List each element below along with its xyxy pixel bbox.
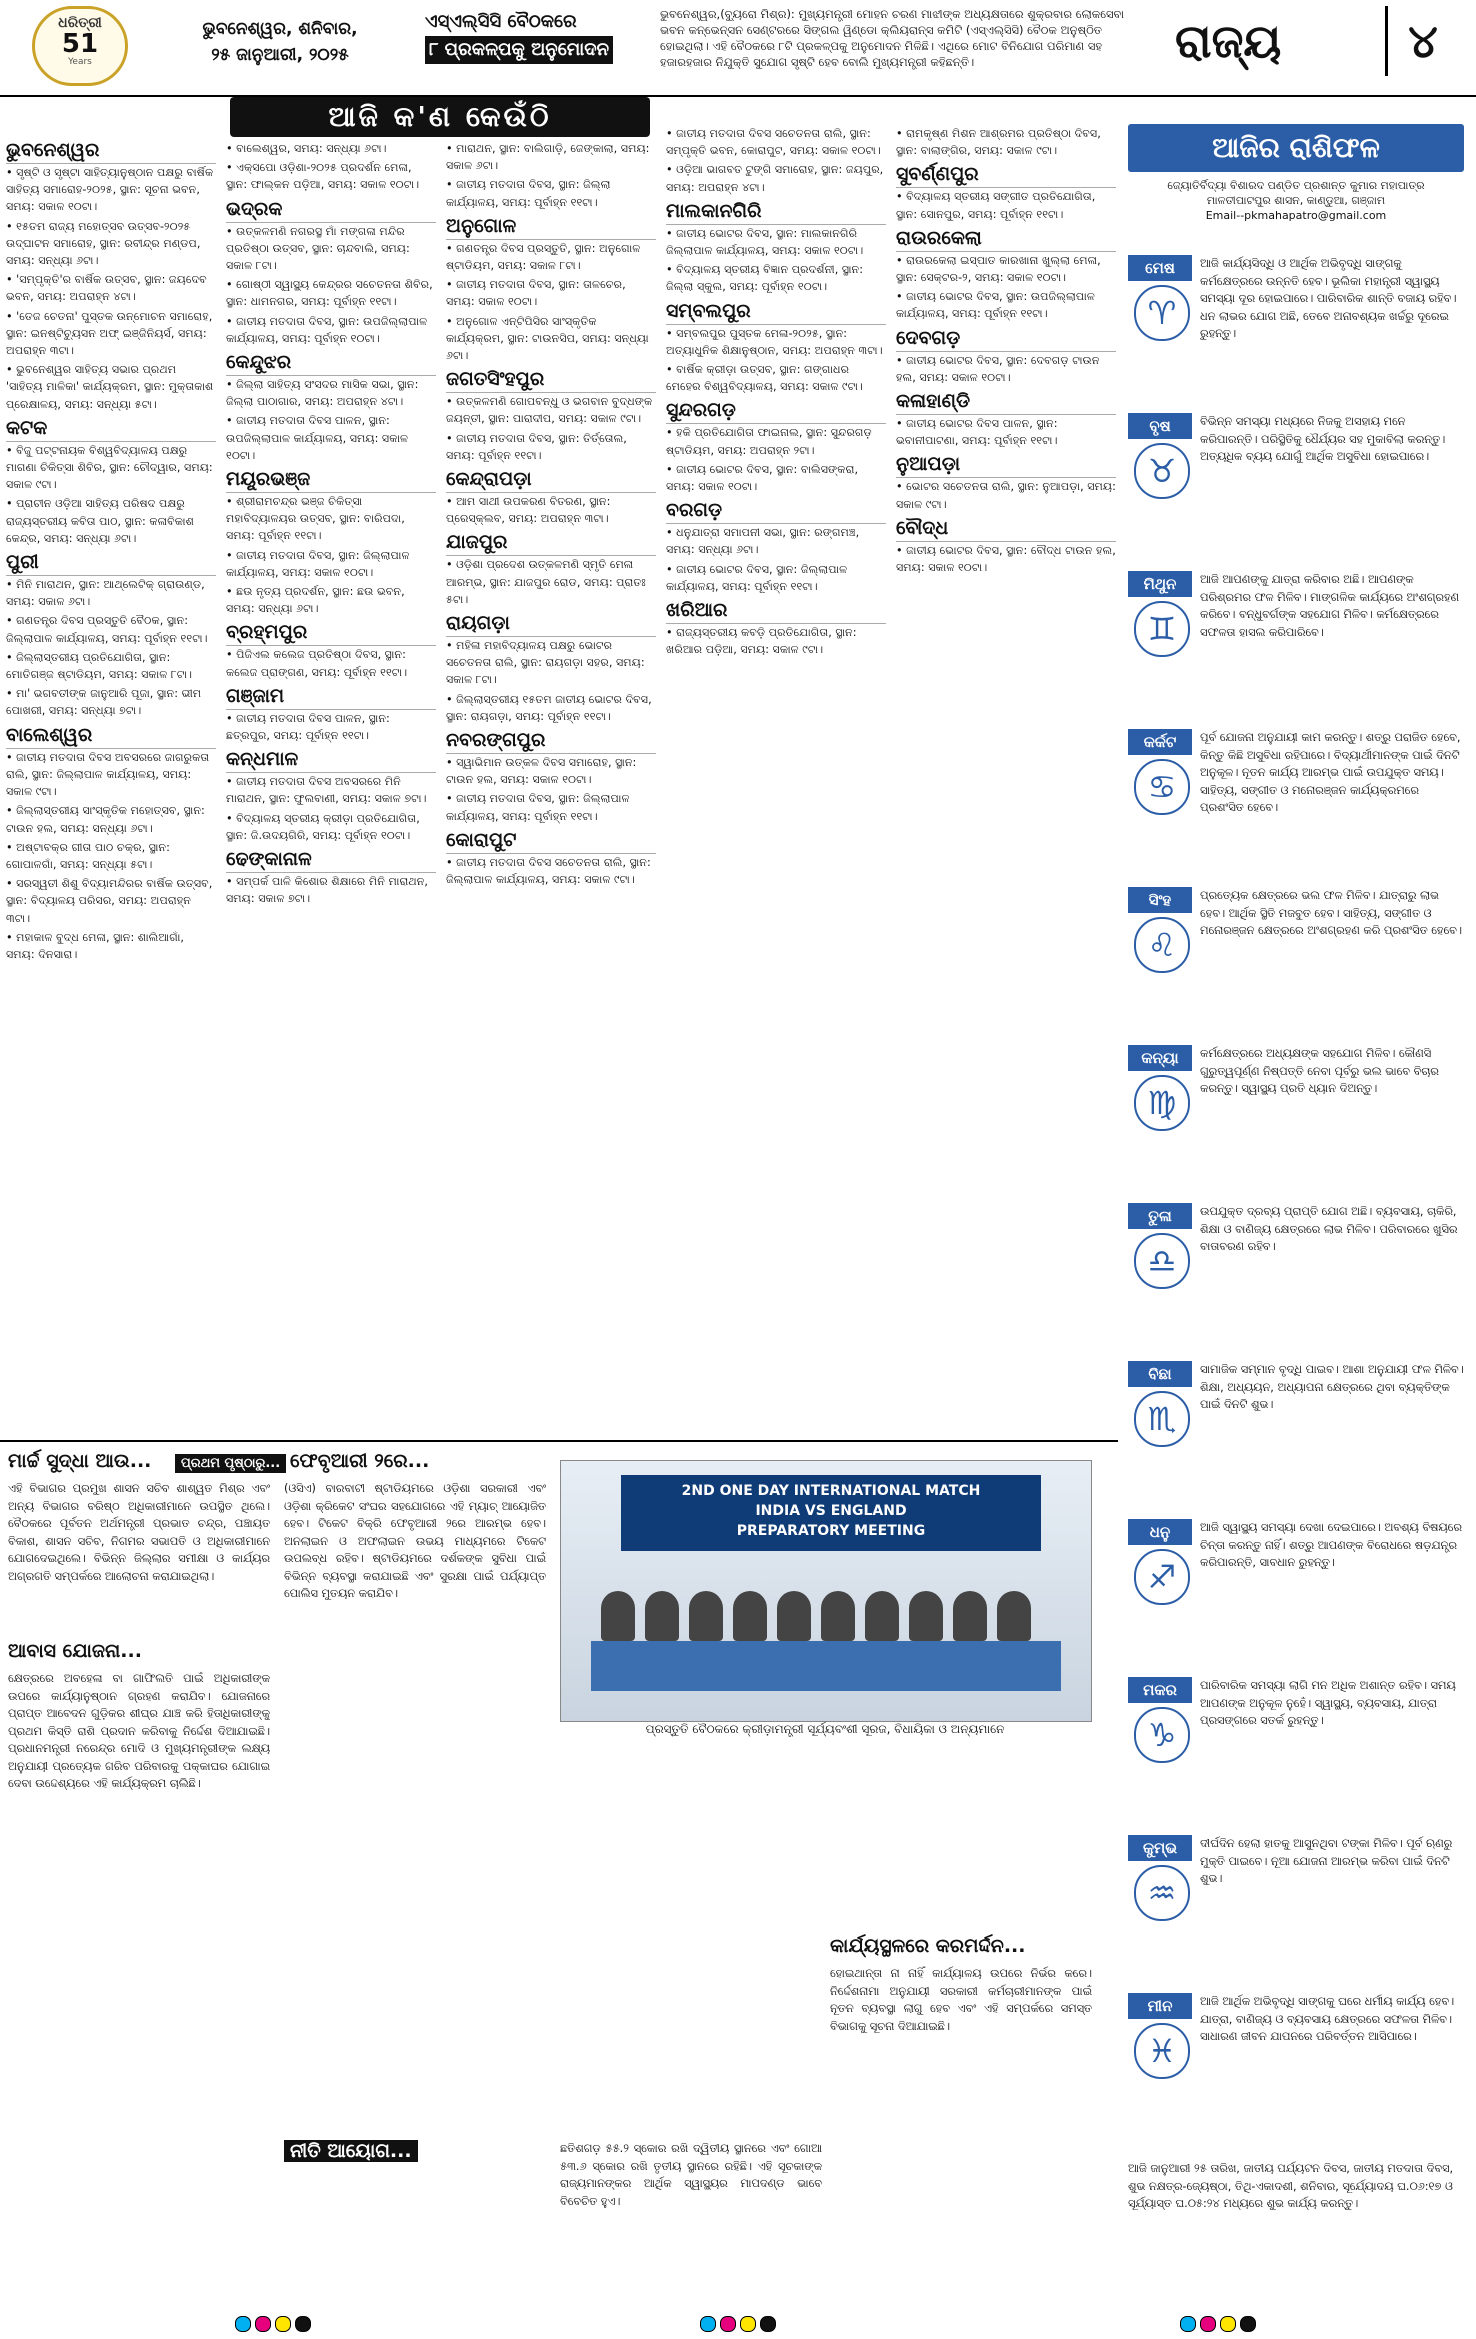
city-heading: ନୁଆପଡ଼ା	[896, 451, 1116, 478]
sign-prediction: ଆଜି ଆପଣଙ୍କୁ ଯାତ୍ରା କରିବାର ଅଛି। ଆପଣଙ୍କ ପରିଶ୍ରମର ଫଳ ମିଳିବ। ମାଙ୍ଗଳିକ କାର୍ଯ୍ୟରେ ଅଂଶଗ୍ରହଣ କରିବେ। ବନ୍ଧୁବର୍ଗଙ୍କ ସହଯୋଗ ମିଳିବ। କର୍ମକ୍ଷେତ୍ରରେ ସଫଳତା ହାସଲ କରିପାରିବେ।	[1200, 573, 1460, 639]
sign-name: ମେଷ	[1128, 255, 1192, 281]
events-column-2	[226, 140, 436, 1435]
photo-table	[591, 1641, 1061, 1691]
event-item: • ଧନୁଯାତ୍ରା ସମାପନୀ ସଭା, ସ୍ଥାନ: ରଙ୍ଗମଞ୍ଚ, ସମୟ: ସନ୍ଧ୍ୟା ୬ଟା।	[666, 524, 886, 558]
event-item: • ଓଡ଼ିଶା ପ୍ରଦେଶ ଉତ୍କଳମଣି ସ୍ମୃତି ମେଳା ଆରମ୍ଭ, ସ୍ଥାନ: ଯାଜପୁର ରୋଡ, ସମୟ: ପ୍ରାତଃ ୫ଟା।	[446, 556, 656, 608]
event-item: • ଶ୍ରୀରାମଚନ୍ଦ୍ର ଭଞ୍ଜ ଚିକିତ୍ସା ମହାବିଦ୍ୟାଳୟର ଉତ୍ସବ, ସ୍ଥାନ: ବାରିପଦା, ସମୟ: ପୂର୍ବାହ୍ନ ୧୧ଟା।	[226, 493, 436, 545]
city-heading: ନବରଙ୍ଗପୁର	[446, 727, 656, 754]
logo-text: ଧରିତ୍ରୀ	[58, 15, 102, 31]
event-item: • ବିଦ୍ୟାଳୟ ସ୍ତରୀୟ ବିଜ୍ଞାନ ପ୍ରଦର୍ଶନୀ, ସ୍ଥାନ: ଜିଲ୍ଲା ସ୍କୁଲ, ସମୟ: ପୂର୍ବାହ୍ନ ୧୦ଟା।	[666, 261, 886, 295]
sign-prediction: କର୍ମକ୍ଷେତ୍ରରେ ଅଧ୍ୟକ୍ଷଙ୍କ ସହଯୋଗ ମିଳିବ। କୌଣସି ଗୁରୁତ୍ୱପୂର୍ଣ୍ଣ ନିଷ୍ପତ୍ତି ନେବା ପୂର୍ବରୁ ଭଲ ଭାବେ ବିଚାର କରନ୍ତୁ। ସ୍ୱାସ୍ଥ୍ୟ ପ୍ରତି ଧ୍ୟାନ ଦିଅନ୍ତୁ।	[1200, 1047, 1439, 1095]
city-heading: ଗଞ୍ଜାମ	[226, 683, 436, 710]
zodiac-icon: ♈	[1134, 285, 1190, 341]
event-item: • ମହାକାଳ ବୁଦ୍ଧ ମେଳା, ସ୍ଥାନ: ଶାଲିଆଗାଁ, ସମୟ: ଦିନସାରା।	[6, 929, 216, 963]
event-item: • ଜାତୀୟ ମତଦାତା ଦିବସ, ସ୍ଥାନ: ଜିଲ୍ଲାପାଳ କାର୍ଯ୍ୟାଳୟ, ସମୟ: ସକାଳ ୧୦ଟା।	[226, 547, 436, 581]
event-item: • ଏକ୍ସପୋ ଓଡ଼ିଶା-୨୦୨୫ ପ୍ରଦର୍ଶନ ମେଳା, ସ୍ଥାନ: ଫାଲ୍‌କନ ପଡ଼ିଆ, ସମୟ: ସକାଳ ୧୦ଟା।	[226, 159, 436, 193]
sign-prediction: ସାମାଜିକ ସମ୍ମାନ ବୃଦ୍ଧି ପାଇବ। ଆଶା ଅନୁଯାୟୀ ଫଳ ମିଳିବ। ଶିକ୍ଷା, ଅଧ୍ୟୟନ, ଅଧ୍ୟାପନା କ୍ଷେତ୍ରରେ ଥିବା ବ୍ୟକ୍ତିଙ୍କ ପାଇଁ ଦିନଟି ଶୁଭ।	[1200, 1363, 1464, 1411]
sign-name: ବିଛା	[1128, 1361, 1192, 1387]
event-item: • ହକି ପ୍ରତିଯୋଗିତା ଫାଇନାଲ, ସ୍ଥାନ: ସୁନ୍ଦରଗଡ଼ ଷ୍ଟାଡିୟମ, ସମୟ: ଅପରାହ୍ନ ୨ଟା।	[666, 424, 886, 458]
headline-line1: ଏସ୍‌ଏଲ୍‌ସିସି ବୈଠକରେ	[425, 8, 655, 36]
event-item: • ସରସ୍ୱତୀ ଶିଶୁ ବିଦ୍ୟାମନ୍ଦିରର ବାର୍ଷିକ ଉତ୍ସବ, ସ୍ଥାନ: ବିଦ୍ୟାଳୟ ପରିସର, ସମୟ: ଅପରାହ୍ନ ୩ଟା।	[6, 875, 216, 927]
sign-prediction: ଆଜି କାର୍ଯ୍ୟସିଦ୍ଧି ଓ ଆର୍ଥିକ ଅଭିବୃଦ୍ଧି ସାଙ୍ଗକୁ କର୍ମକ୍ଷେତ୍ରରେ ଉନ୍ନତି ହେବ। ଭୂଲିକା ମହାନ୍ତ୍ରୀ ସ୍ୱାସ୍ଥ୍ୟ ସମସ୍ୟା ଦୂର ହୋଇପାରେ। ପାରିବାରିକ ଶାନ୍ତି ବଜାୟ ରହିବ। ଧନ ଲାଭର ଯୋଗ ଅଛି, ତେବେ ଅନାବଶ୍ୟକ ଖର୍ଚ୍ଚରୁ ଦୂରେଇ ରୁହନ୍ତୁ।	[1200, 257, 1457, 340]
city-heading: ସମ୍ବଲପୁର	[666, 298, 886, 325]
registration-mark	[740, 2316, 756, 2332]
event-item: • ୧୫ତମ ରାଜ୍ୟ ମହୋତ୍ସବ ଉତ୍ସବ-୨୦୨୫ ଉଦ୍‌ଘାଟନ ସମାରୋହ, ସ୍ଥାନ: ରବୀନ୍ଦ୍ର ମଣ୍ଡପ, ସମୟ: ସନ୍ଧ୍ୟା ୬ଟା।	[6, 218, 216, 270]
city-heading: କୋରାପୁଟ	[446, 827, 656, 854]
city-heading: ଅନୁଗୋଳ	[446, 213, 656, 240]
event-item: • ଜିଲ୍ଲାସ୍ତରୀୟ ସାଂସ୍କୃତିକ ମହୋତ୍ସବ, ସ୍ଥାନ: ଟାଉନ ହଲ, ସମୟ: ସନ୍ଧ୍ୟା ୬ଟା।	[6, 802, 216, 836]
event-item: • ସମ୍ବଲପୁର ପୁସ୍ତକ ମେଳା-୨୦୨୫, ସ୍ଥାନ: ଅତ୍ୟାଧୁନିକ ଶିକ୍ଷାନୁଷ୍ଠାନ, ସମୟ: ଅପରାହ୍ନ ୩ଟା।	[666, 325, 886, 359]
news-photo	[560, 1460, 1092, 1722]
event-item: • ଜାତୀୟ ମତଦାତା ଦିବସ ଅବସରରେ ମିନି ମାରାଥନ, ସ୍ଥାନ: ଫୁଲବାଣୀ, ସମୟ: ସକାଳ ୭ଟା।	[226, 773, 436, 807]
horoscope-author	[1128, 178, 1464, 223]
event-item: • ଜିଲ୍ଲାସ୍ତରୀୟ ପ୍ରତିଯୋଗିତା, ସ୍ଥାନ: ମୋତିଗଞ୍ଜ ଷ୍ଟାଡିୟମ, ସମୟ: ସକାଳ ୮ଟା।	[6, 649, 216, 683]
sign-prediction: ଆଜି ସ୍ୱାସ୍ଥ୍ୟ ସମସ୍ୟା ଦେଖା ଦେଇପାରେ। ଅବଶ୍ୟ ବିଷୟରେ ଚିନ୍ତା କରନ୍ତୁ ନାହିଁ। ଶତ୍ରୁ ଆପଣଙ୍କ ବିରୋଧରେ ଷଡ଼ଯନ୍ତ୍ର କରିପାରନ୍ତି, ସାବଧାନ ରୁହନ୍ତୁ।	[1200, 1521, 1462, 1569]
photo-banner-line1: 2ND ONE DAY INTERNATIONAL MATCH	[681, 1483, 981, 1499]
event-item: • ରାଉରକେଲା ଇସ୍ପାତ କାରଖାନା ଖୁଲ୍ଲା ମେଳା, ସ୍ଥାନ: ସେକ୍ଟର-୨, ସମୟ: ସକାଳ ୧୦ଟା।	[896, 252, 1116, 286]
event-item: • ଜାତୀୟ ମତଦାତା ଦିବସ ଅବସରରେ ଜାଗରୁକତା ରାଲି, ସ୍ଥାନ: ଜିଲ୍ଲାପାଳ କାର୍ଯ୍ୟାଳୟ, ସମୟ: ସକାଳ ୯ଟା।	[6, 749, 216, 801]
registration-mark	[720, 2316, 736, 2332]
event-item: • ସ୍ୱାଭିମାନ ଉତ୍କଳ ଦିବସ ସମାରୋହ, ସ୍ଥାନ: ଟାଉନ ହଲ, ସମୟ: ସକାଳ ୧୦ଟା।	[446, 754, 656, 788]
event-item: • ଜାତୀୟ ଭୋଟର ଦିବସ, ସ୍ଥାନ: ଉପଜିଲ୍ଲାପାଳ କାର୍ଯ୍ୟାଳୟ, ସମୟ: ପୂର୍ବାହ୍ନ ୧୧ଟା।	[896, 288, 1116, 322]
page-number: ୪	[1385, 6, 1458, 76]
event-item: • ଜାତୀୟ ମତଦାତା ଦିବସ, ସ୍ଥାନ: ତାଳଚେର, ସମୟ: ସକାଳ ୧୦ଟା।	[446, 276, 656, 310]
registration-mark	[295, 2316, 311, 2332]
dateline-city: ଭୁବନେଶ୍ୱର, ଶନିବାର,	[202, 19, 358, 39]
event-item: • ଜାତୀୟ ମତଦାତା ଦିବସ, ସ୍ଥାନ: ଜିଲ୍ଲା କାର୍ଯ୍ୟାଳୟ, ସମୟ: ପୂର୍ବାହ୍ନ ୧୧ଟା।	[446, 176, 656, 210]
event-item: • ମିନି ମାରାଥନ, ସ୍ଥାନ: ଆଥ୍‌ଲେଟିକ୍ ଗ୍ରାଉଣ୍ଡ, ସମୟ: ସକାଳ ୬ଟା।	[6, 576, 216, 610]
zodiac-icon: ♋	[1134, 759, 1190, 815]
event-item: • ଗଣତନ୍ତ୍ର ଦିବସ ପ୍ରସ୍ତୁତି ବୈଠକ, ସ୍ଥାନ: ଜିଲ୍ଲାପାଳ କାର୍ଯ୍ୟାଳୟ, ସମୟ: ପୂର୍ବାହ୍ନ ୧୧ଟା।	[6, 612, 216, 646]
event-item: • ଭୁବନେଶ୍ୱର ସାହିତ୍ୟ ସଭାର ପ୍ରଥମ 'ସାହିତ୍ୟ ମାଳିକା' କାର୍ଯ୍ୟକ୍ରମ, ସ୍ଥାନ: ମୁକ୍ତାକାଶ ପ୍ରେକ୍ଷାଳୟ, ସମୟ: ସନ୍ଧ୍ୟା ୫ଟା।	[6, 361, 216, 413]
sign-prediction: ପାରିବାରିକ ସମସ୍ୟା ଲାଗି ମନ ଅଧିକ ଅଶାନ୍ତ ରହିବ। ସମୟ ଆପଣଙ୍କ ଅନୁକୂଳ ନୁହେଁ। ସ୍ୱାସ୍ଥ୍ୟ, ବ୍ୟବସାୟ, ଯାତ୍ରା ପ୍ରସଙ୍ଗରେ ସତର୍କ ରୁହନ୍ତୁ।	[1200, 1679, 1456, 1727]
event-item: • ଜାତୀୟ ଭୋଟର ଦିବସ, ସ୍ଥାନ: ଦେବଗଡ଼ ଟାଉନ ହଲ, ସମୟ: ସକାଳ ୧୦ଟା।	[896, 352, 1116, 386]
author-email: Email--pkmahapatro@gmail.com	[1205, 209, 1387, 222]
sign-prediction: ଆଜି ଆର୍ଥିକ ଅଭିବୃଦ୍ଧି ସାଙ୍ଗକୁ ଘରେ ଧର୍ମୀୟ କାର୍ଯ୍ୟ ହେବ। ଯାତ୍ରା, ବାଣିଜ୍ୟ ଓ ବ୍ୟବସାୟ କ୍ଷେତ୍ରରେ ସଫଳତା ମିଳିବ। ସାଧାରଣ ଜୀବନ ଯାପନରେ ପରିବର୍ତ୍ତନ ଆସିପାରେ।	[1200, 1995, 1455, 2043]
event-item: • 'ସମ୍ପୃକ୍ତି'ର ବାର୍ଷିକ ଉତ୍ସବ, ସ୍ଥାନ: ଜୟଦେବ ଭବନ, ସମୟ: ଅପରାହ୍ନ ୪ଟା।	[6, 271, 216, 305]
almanac-note: ଆଜି ଜାନୁଆରୀ ୨୫ ତାରିଖ, ଜାତୀୟ ପର୍ଯ୍ୟଟନ ଦିବସ, ଜାତୀୟ ମତଦାତା ଦିବସ, ଶୁଭ ନକ୍ଷତ୍ର-ଜ୍ୟେଷ୍ଠା, ତିଥି-ଏକାଦଶୀ, ଶନିବାର, ସୂର୍ଯ୍ୟୋଦୟ ଘ.୦୬:୧୭ ଓ ସୂର୍ଯ୍ୟାସ୍ତ ଘ.୦୫:୨୪ ମଧ୍ୟରେ ଶୁଭ କାର୍ଯ୍ୟ କରନ୍ତୁ।	[1128, 2162, 1454, 2210]
registration-mark	[700, 2316, 716, 2332]
event-item: • ଗଣତନ୍ତ୍ର ଦିବସ ପ୍ରସ୍ତୁତି, ସ୍ଥାନ: ଅନୁଗୋଳ ଷ୍ଟାଡିୟମ, ସମୟ: ସକାଳ ୮ଟା।	[446, 240, 656, 274]
story5-kicker: କାର୍ଯ୍ୟସ୍ଥଳରେ କରମର୍ଦ୍ଦନ...	[830, 1935, 1026, 1957]
dateline	[130, 16, 430, 68]
event-item: • ଅନୁଗୋଳ ଏନ୍‌ଟିପିସିର ସାଂସ୍କୃତିକ କାର୍ଯ୍ୟକ୍ରମ, ସ୍ଥାନ: ଟାଉନସିପ, ସମୟ: ସନ୍ଧ୍ୟା ୬ଟା।	[446, 313, 656, 365]
section-divider	[0, 1440, 1118, 1442]
sign-prediction: ପୂର୍ବ ଯୋଜନା ଅନୁଯାୟୀ କାମ କରନ୍ତୁ। ଶତ୍ରୁ ପରାଜିତ ହେବେ, କିନ୍ତୁ କିଛି ଅସୁବିଧା ରହିପାରେ। ବିଦ୍ୟାର୍ଥୀମାନଙ୍କ ପାଇଁ ଦିନଟି ଅନୁକୂଳ। ନୂତନ କାର୍ଯ୍ୟ ଆରମ୍ଭ ପାଇଁ ଉପଯୁକ୍ତ ସମୟ। ସାହିତ୍ୟ, ସଙ୍ଗୀତ ଓ ମନୋରଞ୍ଜନ କାର୍ଯ୍ୟକ୍ରମରେ ପ୍ରଶଂସିତ ହେବେ।	[1200, 731, 1461, 814]
events-column-5	[896, 125, 1116, 1435]
story5-body: ହୋଇଥାନ୍ତା ନା ନାହିଁ କାର୍ଯ୍ୟାଳୟ ଉପରେ ନିର୍ଭର କରେ। ନିର୍ଦ୍ଦେଶନାମା ଅନୁଯାୟୀ ସରକାରୀ କର୍ମଚାରୀମାନଙ୍କ ପାଇଁ ନୂତନ ବ୍ୟବସ୍ଥା ଲାଗୁ ହେବ ଏବଂ ଏହି ସମ୍ପର୍କରେ ସମସ୍ତ ବିଭାଗକୁ ସୂଚନା ଦିଆଯାଇଛି।	[830, 1967, 1092, 2033]
story1-body: ଏହି ବିଭାଗର ପ୍ରମୁଖ ଶାସନ ସଚିବ ଶାଶ୍ୱତ ମିଶ୍ର ଏବଂ ଅନ୍ୟ ବିଭାଗର ବରିଷ୍ଠ ଅଧିକାରୀମାନେ ଉପସ୍ଥିତ ଥିଲେ। ବୈଠକରେ ପୂର୍ବତନ ଅର୍ଥମନ୍ତ୍ରୀ ପ୍ରଭାତ ଚନ୍ଦ୍ର, ପଞ୍ଚାୟତ ବିକାଶ, ଶାସନ ସଚିବ, ନିଗମର ସଭାପତି ଓ ଅଧିକାରୀମାନେ ଯୋଗଦେଇଥିଲେ। ବିଭିନ୍ନ ଜିଲ୍ଲାର ସମୀକ୍ଷା ଓ କାର୍ଯ୍ୟର ଅଗ୍ରଗତି ସମ୍ପର୍କରେ ଆଲୋଚନା କରାଯାଇଥିଲା।	[8, 1482, 270, 1583]
city-heading: ବାଲେଶ୍ୱର	[6, 722, 216, 749]
event-item: • ଜାତୀୟ ମତଦାତା ଦିବସ ପାଳନ, ସ୍ଥାନ: ଉପଜିଲ୍ଲାପାଳ କାର୍ଯ୍ୟାଳୟ, ସମୟ: ସକାଳ ୧୦ଟା।	[226, 412, 436, 464]
city-heading: ଖରିଆର	[666, 597, 886, 624]
registration-mark	[1180, 2316, 1196, 2332]
sign-name: ମୀନ	[1128, 1993, 1192, 2019]
event-item: • ଜାତୀୟ ମତଦାତା ଦିବସ ସଚେତନତା ରାଲି, ସ୍ଥାନ: ଜିଲ୍ଲାପାଳ କାର୍ଯ୍ୟାଳୟ, ସମୟ: ସକାଳ ୯ଟା।	[446, 854, 656, 888]
registration-mark	[255, 2316, 271, 2332]
event-item: • ଭୋଟର ସଚେତନତା ରାଲି, ସ୍ଥାନ: ନୁଆପଡ଼ା, ସମୟ: ସକାଳ ୯ଟା।	[896, 478, 1116, 512]
event-item: • ଜିଲ୍ଲାସ୍ତରୀୟ ୧୫ତମ ଜାତୀୟ ଭୋଟର ଦିବସ, ସ୍ଥାନ: ରାୟଗଡ଼ା, ସମୟ: ପୂର୍ବାହ୍ନ ୧୧ଟା।	[446, 691, 656, 725]
city-heading: ବୌଦ୍ଧ	[896, 515, 1116, 542]
city-heading: ଢେଙ୍କାନାଳ	[226, 846, 436, 873]
story4-body: ଛତିଶଗଡ଼ ୫୫.୨ ସ୍କୋର ରଖି ଦ୍ୱିତୀୟ ସ୍ଥାନରେ ଏବଂ ଗୋଆ ୫୩.୬ ସ୍କୋର ରଖି ତୃତୀୟ ସ୍ଥାନରେ ରହିଛି। ଏହି ସୂଚକାଙ୍କ ରାଜ୍ୟମାନଙ୍କର ଆର୍ଥିକ ସ୍ୱାସ୍ଥ୍ୟର ମାପଦଣ୍ଡ ଭାବେ ବିବେଚିତ ହୁଏ।	[560, 2142, 822, 2208]
city-heading: ରାଉରକେଲା	[896, 225, 1116, 252]
sign-name: ବୃଷ	[1128, 413, 1192, 439]
newspaper-logo	[32, 6, 128, 86]
zodiac-icon: ♌	[1134, 917, 1190, 973]
city-heading: ଦେବଗଡ଼	[896, 325, 1116, 352]
event-item: • ଜାତୀୟ ମତଦାତା ଦିବସ, ସ୍ଥାନ: ଉପଜିଲ୍ଲାପାଳ କାର୍ଯ୍ୟାଳୟ, ସମୟ: ପୂର୍ବାହ୍ନ ୧୦ଟା।	[226, 313, 436, 347]
event-item: • ପ୍ରାଚୀନ ଓଡ଼ିଆ ସାହିତ୍ୟ ପରିଷଦ ପକ୍ଷରୁ ରାଜ୍ୟସ୍ତରୀୟ କବିତା ପାଠ, ସ୍ଥାନ: କଳାବିକାଶ କେନ୍ଦ୍ର, ସମୟ: ସନ୍ଧ୍ୟା ୬ଟା।	[6, 495, 216, 547]
story3-body: (ଓସିଏ) ବାରବାଟୀ ଷ୍ଟାଡିୟମରେ ଓଡ଼ିଶା ସରକାରୀ ଏବଂ ଓଡ଼ିଶା କ୍ରିକେଟ ସଂଘର ସହଯୋଗରେ ଏହି ମ୍ୟାଚ୍ ଆୟୋଜିତ ହେବ। ଟିକେଟ ବିକ୍ରି ଫେବୃଆରୀ ୨ରେ ଆରମ୍ଭ ହେବ। ଅନଲାଇନ ଓ ଅଫଲାଇନ ଉଭୟ ମାଧ୍ୟମରେ ଟିକେଟ ଉପଲବ୍ଧ ରହିବ। ଷ୍ଟାଡିୟମରେ ଦର୍ଶକଙ୍କ ସୁବିଧା ପାଇଁ ବିଭିନ୍ନ ବ୍ୟବସ୍ଥା କରାଯାଇଛି ଏବଂ ସୁରକ୍ଷା ପାଇଁ ପର୍ଯ୍ୟାପ୍ତ ପୋଲିସ ମୁତୟନ କରାଯିବ।	[284, 1482, 546, 1600]
city-heading: ପୁରୀ	[6, 549, 216, 576]
event-item: • ଜାତୀୟ ଭୋଟର ଦିବସ, ସ୍ଥାନ: ମାଲକାନଗିରି ଜିଲ୍ଲାପାଳ କାର୍ଯ୍ୟାଳୟ, ସମୟ: ସକାଳ ୧୦ଟା।	[666, 225, 886, 259]
event-item: • ଓଡ଼ିଆ ଭାଗବତ ଟୁଙ୍ଗି ସମାରୋହ, ସ୍ଥାନ: ଜୟପୁର, ସମୟ: ଅପରାହ୍ନ ୪ଟା।	[666, 161, 886, 195]
event-item: • ଜାତୀୟ ମତଦାତା ଦିବସ, ସ୍ଥାନ: ତିର୍ତ୍ତୋଲ, ସମୟ: ପୂର୍ବାହ୍ନ ୧୧ଟା।	[446, 430, 656, 464]
event-item: • ଆମ ସାଥୀ ଉପକରଣ ବିତରଣ, ସ୍ଥାନ: ପ୍ରେସ୍‌କ୍ଲବ, ସମୟ: ଅପରାହ୍ନ ୩ଟା।	[446, 493, 656, 527]
registration-mark	[235, 2316, 251, 2332]
author-address: ମାଳତୀପାଟପୁର ଶାସନ, କାଣ୍ଡୁଆ, ଗଞ୍ଜାମ	[1206, 194, 1386, 207]
photo-people	[601, 1591, 1051, 1641]
sign-name: କର୍କଟ	[1128, 729, 1192, 755]
city-heading: ସୁନ୍ଦରଗଡ଼	[666, 397, 886, 424]
event-item: • ମହିଳା ମହାବିଦ୍ୟାଳୟ ପକ୍ଷରୁ ଭୋଟର ସଚେତନତା ରାଲି, ସ୍ଥାନ: ରାୟଗଡ଼ା ସହର, ସମୟ: ସକାଳ ୮ଟା।	[446, 637, 656, 689]
sign-name: ଧନୁ	[1128, 1519, 1192, 1545]
zodiac-icon: ♓	[1134, 2023, 1190, 2079]
sign-prediction: ଦୀର୍ଘଦିନ ହେଲା ହାତକୁ ଆସୁନଥିବା ଟଙ୍କା ମିଳିବ। ପୂର୍ବ ଋଣରୁ ମୁକ୍ତି ପାଇବେ। ନୂଆ ଯୋଜନା ଆରମ୍ଭ କରିବା ପାଇଁ ଦିନଟି ଶୁଭ।	[1200, 1837, 1453, 1885]
city-heading: ଭଦ୍ରକ	[226, 196, 436, 223]
sign-name: କନ୍ୟା	[1128, 1045, 1192, 1071]
story1-tag: ପ୍ରଥମ ପୃଷ୍ଠାରୁ...	[175, 1454, 286, 1473]
photo-banner-line3: PREPARATORY MEETING	[736, 1523, 926, 1539]
event-item: • ବିଦ୍ୟାଳୟ ସ୍ତରୀୟ ସଙ୍ଗୀତ ପ୍ରତିଯୋଗିତା, ସ୍ଥାନ: ସୋନପୁର, ସମୟ: ପୂର୍ବାହ୍ନ ୧୧ଟା।	[896, 188, 1116, 222]
event-item: • ବିଦ୍ୟାଳୟ ସ୍ତରୀୟ କ୍ରୀଡ଼ା ପ୍ରତିଯୋଗିତା, ସ୍ଥାନ: ଜି.ଉଦୟଗିରି, ସମୟ: ପୂର୍ବାହ୍ନ ୧୦ଟା।	[226, 810, 436, 844]
city-heading: କେନ୍ଦ୍ରାପଡ଼ା	[446, 466, 656, 493]
headline-story: ଭୁବନେଶ୍ୱର,(ବ୍ୟୁରୋ ମିଶ୍ର): ମୁଖ୍ୟମନ୍ତ୍ରୀ ମୋହନ ଚରଣ ମାଝୀଙ୍କ ଅଧ୍ୟକ୍ଷତାରେ ଶୁକ୍ରବାର ଲୋକସେବା ଭବନ କନ୍‌ଭେନ୍‌ସନ ସେଣ୍ଟରରେ ସିଙ୍ଗଲ ୱିଣ୍ଡୋ କ୍ଲିୟରାନ୍ସ କମିଟି (ଏସ୍‌ଏଲ୍‌ସିସି) ବୈଠକ ଅନୁଷ୍ଠିତ ହୋଇଥିଲା। ଏହି ବୈଠକରେ ୮ଟି ପ୍ରକଳ୍ପକୁ ଅନୁମୋଦନ ମିଳିଛି। ଏଥିରେ ମୋଟ ବିନିଯୋଗ ପରିମାଣ ସହ ହଜାରହଜାର ନିଯୁକ୍ତି ସୁଯୋଗ ସୃଷ୍ଟି ହେବ ବୋଲି ମୁଖ୍ୟମନ୍ତ୍ରୀ କହିଛନ୍ତି।	[660, 7, 1124, 69]
registration-mark	[275, 2316, 291, 2332]
events-column-4	[666, 125, 886, 1435]
sign-name: କୁମ୍ଭ	[1128, 1835, 1192, 1861]
sign-prediction: ବିଭିନ୍ନ ସମସ୍ୟା ମଧ୍ୟରେ ନିଜକୁ ଅସହାୟ ମନେ କରିପାରନ୍ତି। ପରିସ୍ଥିତିକୁ ଧୈର୍ଯ୍ୟର ସହ ମୁକାବିଲା କରନ୍ତୁ। ଅତ୍ୟଧିକ ବ୍ୟୟ ଯୋଗୁଁ ଆର୍ଥିକ ଅସୁବିଧା ହୋଇପାରେ।	[1200, 415, 1446, 463]
photo-banner	[621, 1475, 1041, 1551]
event-item: • ମା' ଭଗବତୀଙ୍କ ଜାନୁଆରି ପୂଜା, ସ୍ଥାନ: ଭୀମ ପୋଖରୀ, ସମୟ: ସନ୍ଧ୍ୟା ୭ଟା।	[6, 685, 216, 719]
sign-name: ମକର	[1128, 1677, 1192, 1703]
headline-line2: ୮ ପ୍ରକଳ୍ପକୁ ଅନୁମୋଦନ	[425, 36, 613, 64]
masthead	[0, 0, 1476, 97]
event-item: • ଜାତୀୟ ଭୋଟର ଦିବସ, ସ୍ଥାନ: ବୌଦ୍ଧ ଟାଉନ ହଲ, ସମୟ: ସକାଳ ୧୦ଟା।	[896, 542, 1116, 576]
zodiac-icon: ♒	[1134, 1865, 1190, 1921]
event-item: • 'ତେଜ ଚେତନା' ପୁସ୍ତକ ଉନ୍ମୋଚନ ସମାରୋହ, ସ୍ଥାନ: ଇନଷ୍ଟିଚ୍ୟୁସନ ଅଫ୍ ଇଞ୍ଜିନିୟର୍ସ, ସମୟ: ଅପରାହ୍ନ ୩ଟା।	[6, 308, 216, 360]
event-item: • ରାମକୃଷ୍ଣ ମିଶନ ଆଶ୍ରମର ପ୍ରତିଷ୍ଠା ଦିବସ, ସ୍ଥାନ: ବାଲାଙ୍ଗିର, ସମୟ: ସକାଳ ୯ଟା।	[896, 125, 1116, 159]
zodiac-icon: ♎	[1134, 1233, 1190, 1289]
registration-mark	[1220, 2316, 1236, 2332]
city-heading: ବ୍ରହ୍ମପୁର	[226, 619, 436, 646]
city-heading: ଯାଜପୁର	[446, 529, 656, 556]
event-item: • ଛଉ ନୃତ୍ୟ ପ୍ରଦର୍ଶନ, ସ୍ଥାନ: ଛଉ ଭବନ, ସମୟ: ସନ୍ଧ୍ୟା ୬ଟା।	[226, 583, 436, 617]
event-item: • ଜାତୀୟ ଭୋଟର ଦିବସ, ସ୍ଥାନ: ବାଲିସଙ୍କରା, ସମୟ: ସକାଳ ୧୦ଟା।	[666, 461, 886, 495]
city-heading: କଟକ	[6, 415, 216, 442]
registration-mark	[1240, 2316, 1256, 2332]
event-item: • ମାରାଥନ, ସ୍ଥାନ: ବାଲିଗାଡ଼ି, ଜେଙ୍କାଲା, ସମୟ: ସକାଳ ୬ଟା।	[446, 140, 656, 174]
horoscope-title: ଆଜିର ରାଶିଫଳ	[1128, 124, 1464, 172]
zodiac-icon: ♉	[1134, 443, 1190, 499]
event-item: • ଉତ୍କଳମଣି ନଗରସ୍ଥ ମାଁ ମଙ୍ଗଳା ମନ୍ଦିର ପ୍ରତିଷ୍ଠା ଉତ୍ସବ, ସ୍ଥାନ: ଚାନ୍ଦବାଲି, ସମୟ: ସକାଳ ୮ଟା।	[226, 223, 436, 275]
city-heading: ମୟୂରଭଞ୍ଜ	[226, 466, 436, 493]
city-heading: କଳାହାଣ୍ଡି	[896, 388, 1116, 415]
city-heading: କେନ୍ଦୁଝର	[226, 349, 436, 376]
top-headline	[425, 8, 655, 64]
zodiac-icon: ♊	[1134, 601, 1190, 657]
section-name: ରାଜ୍ୟ	[1175, 14, 1282, 68]
sign-prediction: ପ୍ରତ୍ୟେକ କ୍ଷେତ୍ରରେ ଭଲ ଫଳ ମିଳିବ। ଯାତ୍ରାରୁ ଲାଭ ହେବ। ଆର୍ଥିକ ସ୍ଥିତି ମଜବୁତ ହେବ। ସାହିତ୍ୟ, ସଙ୍ଗୀତ ଓ ମନୋରଞ୍ଜନ କ୍ଷେତ୍ରରେ ଅଂଶଗ୍ରହଣ କରି ପ୍ରଶଂସିତ ହେବେ।	[1200, 889, 1462, 937]
sign-name: ମିଥୁନ	[1128, 571, 1192, 597]
author-name: ଜ୍ୟୋତିର୍ବିଦ୍ୟା ବିଶାରଦ ପଣ୍ଡିତ ପ୍ରଶାନ୍ତ କୁମାର ମହାପାତ୍ର	[1167, 179, 1425, 192]
city-heading: ମାଲକାନଗିରି	[666, 198, 886, 225]
events-header: ଆଜି କ'ଣ କେଉଁଠି	[230, 97, 650, 137]
city-heading: ରାୟଗଡ଼ା	[446, 610, 656, 637]
story4-kicker: ନୀତି ଆୟୋଗ...	[284, 2140, 418, 2162]
sign-prediction: ଉପଯୁକ୍ତ ଦ୍ରବ୍ୟ ପ୍ରାପ୍ତି ଯୋଗ ଅଛି। ବ୍ୟବସାୟ, ଚାକିରି, ଶିକ୍ଷା ଓ ବାଣିଜ୍ୟ କ୍ଷେତ୍ରରେ ଲାଭ ମିଳିବ। ପରିବାରରେ ଖୁସିର ବାତାବରଣ ରହିବ।	[1200, 1205, 1458, 1253]
events-column-3	[446, 140, 656, 1435]
logo-years: Years	[68, 57, 92, 67]
event-item: • ବାଲେଶ୍ୱର, ସମୟ: ସନ୍ଧ୍ୟା ୬ଟା।	[226, 140, 436, 157]
event-item: • ଅଷ୍ଟାବକ୍ର ଗୀତା ପାଠ ଚକ୍ର, ସ୍ଥାନ: ଗୋପାଳଗାଁ, ସମୟ: ସନ୍ଧ୍ୟା ୫ଟା।	[6, 839, 216, 873]
event-item: • ଜାତୀୟ ମତଦାତା ଦିବସ ସଚେତନତା ରାଲି, ସ୍ଥାନ: ସମ୍ପୃକ୍ତି ଭବନ, କୋରାପୁଟ, ସମୟ: ସକାଳ ୧୦ଟା।	[666, 125, 886, 159]
event-item: • ପିଜିଏଲ କଲେଜ ପ୍ରତିଷ୍ଠା ଦିବସ, ସ୍ଥାନ: କଲେଜ ପ୍ରାଙ୍ଗଣ, ସମୟ: ପୂର୍ବାହ୍ନ ୧୧ଟା।	[226, 646, 436, 680]
story1-kicker: ମାର୍ଚ୍ଚ ସୁଦ୍ଧା ଆଉ...	[8, 1450, 152, 1472]
city-heading: ଭୁବନେଶ୍ୱର	[6, 137, 216, 164]
registration-mark	[1200, 2316, 1216, 2332]
event-item: • ବିଜୁ ପଟ୍ଟନାୟକ ବିଶ୍ୱବିଦ୍ୟାଳୟ ପକ୍ଷରୁ ମାଗଣା ଚିକିତ୍ସା ଶିବିର, ସ୍ଥାନ: ଚୌଦ୍ୱାର, ସମୟ: ସକାଳ ୯ଟା।	[6, 442, 216, 494]
zodiac-icon: ♍	[1134, 1075, 1190, 1131]
registration-mark	[760, 2316, 776, 2332]
story2-body: କ୍ଷେତ୍ରରେ ଅବହେଳା ବା ଗାଫିଲତି ପାଇଁ ଅଧିକାରୀଙ୍କ ଉପରେ କାର୍ଯ୍ୟାନୁଷ୍ଠାନ ଗ୍ରହଣ କରାଯିବ। ଯୋଜନାରେ ପ୍ରାପ୍ତ ଆବେଦନ ଗୁଡ଼ିକର ଶୀଘ୍ର ଯାଞ୍ଚ କରି ହିତାଧିକାରୀଙ୍କୁ ପ୍ରଥମ କିସ୍ତି ରାଶି ପ୍ରଦାନ କରିବାକୁ ନିର୍ଦ୍ଦେଶ ଦିଆଯାଇଛି। ପ୍ରଧାନମନ୍ତ୍ରୀ ନରେନ୍ଦ୍ର ମୋଦି ଓ ମୁଖ୍ୟମନ୍ତ୍ରୀଙ୍କ ଲକ୍ଷ୍ୟ ଅନୁଯାୟୀ ପ୍ରତ୍ୟେକ ଗରିବ ପରିବାରକୁ ପକ୍କାଘର ଯୋଗାଇ ଦେବା ଉଦ୍ଦେଶ୍ୟରେ ଏହି କାର୍ଯ୍ୟକ୍ରମ ଚାଲିଛି।	[8, 1672, 270, 1790]
zodiac-icon: ♑	[1134, 1707, 1190, 1763]
event-item: • ଗୋଷ୍ଠୀ ସ୍ୱାସ୍ଥ୍ୟ କେନ୍ଦ୍ରର ସଚେତନତା ଶିବିର, ସ୍ଥାନ: ଧାମନଗର, ସମୟ: ପୂର୍ବାହ୍ନ ୧୧ଟା।	[226, 276, 436, 310]
photo-banner-line2: INDIA VS ENGLAND	[755, 1503, 907, 1519]
photo-caption: ପ୍ରସ୍ତୁତି ବୈଠକରେ କ୍ରୀଡ଼ାମନ୍ତ୍ରୀ ସୂର୍ଯ୍ୟବଂଶୀ ସୂରଜ, ବିଧାୟିକା ଓ ଅନ୍ୟମାନେ	[645, 1722, 1005, 1736]
zodiac-icon: ♏	[1134, 1391, 1190, 1447]
event-item: • ଜିଲ୍ଲା ସାହିତ୍ୟ ସଂସଦର ମାସିକ ସଭା, ସ୍ଥାନ: ଜିଲ୍ଲା ପାଠାଗାର, ସମୟ: ଅପରାହ୍ନ ୪ଟା।	[226, 376, 436, 410]
logo-number: 51	[61, 29, 99, 59]
sign-name: ସିଂହ	[1128, 887, 1192, 913]
event-item: • ଜାତୀୟ ଭୋଟର ଦିବସ, ସ୍ଥାନ: ଜିଲ୍ଲାପାଳ କାର୍ଯ୍ୟାଳୟ, ସମୟ: ପୂର୍ବାହ୍ନ ୧୧ଟା।	[666, 561, 886, 595]
zodiac-icon: ♐	[1134, 1549, 1190, 1605]
event-item: • ବାର୍ଷିକ କ୍ରୀଡ଼ା ଉତ୍ସବ, ସ୍ଥାନ: ଗଙ୍ଗାଧର ମେହେର ବିଶ୍ୱବିଦ୍ୟାଳୟ, ସମୟ: ସକାଳ ୯ଟା।	[666, 361, 886, 395]
event-item: • ରାଜ୍ୟସ୍ତରୀୟ କବଡ଼ି ପ୍ରତିଯୋଗିତା, ସ୍ଥାନ: ଖରିଆର ପଡ଼ିଆ, ସମୟ: ସକାଳ ୯ଟା।	[666, 624, 886, 658]
event-item: • ଉତ୍କଳମଣି ଗୋପବନ୍ଧୁ ଓ ଭଗବାନ ବୁଦ୍ଧଙ୍କ ଜୟନ୍ତୀ, ସ୍ଥାନ: ପାରାଦୀପ, ସମୟ: ସକାଳ ୯ଟା।	[446, 393, 656, 427]
story2-kicker: ଆବାସ ଯୋଜନା...	[8, 1640, 142, 1662]
events-column-1	[6, 135, 216, 1435]
city-heading: ସୁବର୍ଣ୍ଣପୁର	[896, 161, 1116, 188]
dateline-date: ୨୫ ଜାନୁଆରୀ, ୨୦୨୫	[211, 45, 349, 65]
event-item: • ସୃଷ୍ଟି ଓ ସୃଷ୍ଟା ସାହିତ୍ୟାନୁଷ୍ଠାନ ପକ୍ଷରୁ ବାର୍ଷିକ ସାହିତ୍ୟ ସମାରୋହ-୨୦୨୫, ସ୍ଥାନ: ସୂଚନା ଭବନ, ସମୟ: ସକାଳ ୧୦ଟା।	[6, 164, 216, 216]
event-item: • ଜାତୀୟ ଭୋଟର ଦିବସ ପାଳନ, ସ୍ଥାନ: ଭବାନୀପାଟଣା, ସମୟ: ପୂର୍ବାହ୍ନ ୧୧ଟା।	[896, 415, 1116, 449]
event-item: • ଜାତୀୟ ମତଦାତା ଦିବସ, ସ୍ଥାନ: ଜିଲ୍ଲାପାଳ କାର୍ଯ୍ୟାଳୟ, ସମୟ: ପୂର୍ବାହ୍ନ ୧୧ଟା।	[446, 790, 656, 824]
story3-kicker: ଫେବୃଆରୀ ୨ରେ...	[290, 1450, 430, 1472]
sign-name: ତୁଳା	[1128, 1203, 1192, 1229]
event-item: • ଜାତୀୟ ମତଦାତା ଦିବସ ପାଳନ, ସ୍ଥାନ: ଛତ୍ରପୁର, ସମୟ: ପୂର୍ବାହ୍ନ ୧୧ଟା।	[226, 710, 436, 744]
city-heading: କନ୍ଧମାଳ	[226, 746, 436, 773]
story3-continued	[560, 1750, 822, 1930]
city-heading: ଜଗତସିଂହପୁର	[446, 366, 656, 393]
city-heading: ବରଗଡ଼	[666, 497, 886, 524]
event-item: • ସମ୍ପର୍କ ପାଳି କିଶୋର ଶିକ୍ଷାରେ ମିନି ମାରାଥନ, ସମୟ: ସକାଳ ୭ଟା।	[226, 873, 436, 907]
